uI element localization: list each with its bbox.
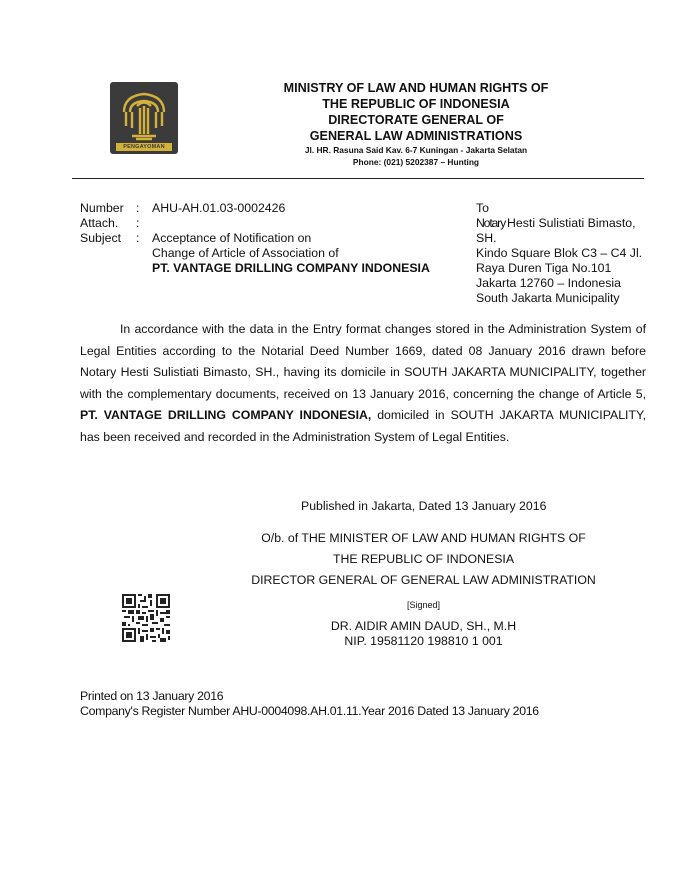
letterhead: [190, 80, 642, 168]
signatory-line-3: DIRECTOR GENERAL OF GENERAL LAW ADMINISTRATION: [251, 573, 596, 587]
published-line: Published in Jakarta, Dated 13 January 2016: [301, 499, 547, 513]
header-line-1: MINISTRY OF LAW AND HUMAN RIGHTS OF: [283, 81, 549, 95]
recipient-line-3: Kindo Square Blok C3 – C4 Jl.: [476, 246, 643, 260]
signed-mark: [Signed]: [406, 600, 441, 610]
subject-line-1: Acceptance of Notification on: [152, 231, 312, 245]
subject-line-2: Change of Article of Association of: [152, 246, 339, 260]
recipient-line-4: Raya Duren Tiga No.101: [476, 261, 612, 275]
notary-label: Notary: [476, 216, 506, 230]
subject-company: PT. VANTAGE DRILLING COMPANY INDONESIA: [152, 261, 430, 275]
signatory-line-2: THE REPUBLIC OF INDONESIA: [332, 552, 515, 566]
header-line-3: DIRECTORATE GENERAL OF: [328, 113, 504, 127]
attach-value: [152, 216, 452, 231]
signatory-name-block: [236, 619, 611, 649]
subject-value: [152, 231, 452, 276]
colon: :: [136, 231, 140, 245]
body-company: PT. VANTAGE DRILLING COMPANY INDONESIA,: [80, 408, 372, 422]
attach-label: Attach.: [80, 216, 119, 230]
number-label: Number: [80, 201, 124, 215]
body-text-1: In accordance with the data in the Entry format changes stored in the Administration System of Legal Entities according to the Notarial Deed Number 1669, dated 08 January 2016 drawn before Notary Hesti Sulistiati Bimasto, SH., having its domicile in SOUTH JAKARTA MUNICIPALITY, together with the complementary documents, received on 13 January 2016, concerning the change of Article 5,: [80, 322, 646, 401]
recipient-line-5: Jakarta 12760 – Indonesia: [476, 276, 621, 290]
qr-code-icon: [122, 594, 170, 642]
body-paragraph: [80, 319, 646, 448]
header-divider: [72, 178, 644, 179]
ministry-logo: [110, 82, 178, 154]
header-phone: Phone: (021) 5202387 – Hunting: [352, 157, 480, 167]
number-value: AHU-AH.01.03-0002426: [152, 201, 286, 215]
letter-meta: [80, 201, 452, 276]
number-row: [80, 201, 452, 216]
company-register-number: Company's Register Number AHU-0004098.AH.01.11.Year 2016 Dated 13 January 2016: [80, 704, 539, 718]
subject-row: [80, 231, 452, 276]
to-label: To: [476, 201, 489, 215]
subject-label: Subject: [80, 231, 122, 245]
logo-label: PENGAYOMAN: [116, 143, 172, 151]
recipient-block: [476, 201, 648, 306]
colon: :: [136, 216, 140, 230]
body-text-2: domiciled in SOUTH JAKARTA MUNICIPALITY, has been received and recorded in the Administration System of Legal Entities.: [80, 408, 646, 444]
header-address: Jl. HR. Rasuna Said Kav. 6-7 Kuningan - Jakarta Selatan: [304, 145, 528, 155]
signatory-title: [236, 528, 611, 591]
header-line-4: GENERAL LAW ADMINISTRATIONS: [309, 129, 523, 143]
colon: :: [136, 201, 140, 215]
signatory-name: DR. AIDIR AMIN DAUD, SH., M.H: [330, 619, 517, 633]
signatory-line-1: O/b. of THE MINISTER OF LAW AND HUMAN RIGHTS OF: [261, 531, 586, 545]
recipient-line-2: SH.: [476, 231, 497, 245]
footer: [80, 689, 539, 719]
notary-line: [476, 216, 648, 231]
recipient-line-6: South Jakarta Municipality: [476, 291, 620, 305]
header-line-2: THE REPUBLIC OF INDONESIA: [322, 97, 510, 111]
recipient-line-1: Hesti Sulistiati Bimasto,: [507, 216, 636, 230]
signatory-nip: NIP. 19581120 198810 1 001: [344, 634, 503, 648]
attach-row: [80, 216, 452, 231]
printed-date: Printed on 13 January 2016: [80, 689, 224, 703]
